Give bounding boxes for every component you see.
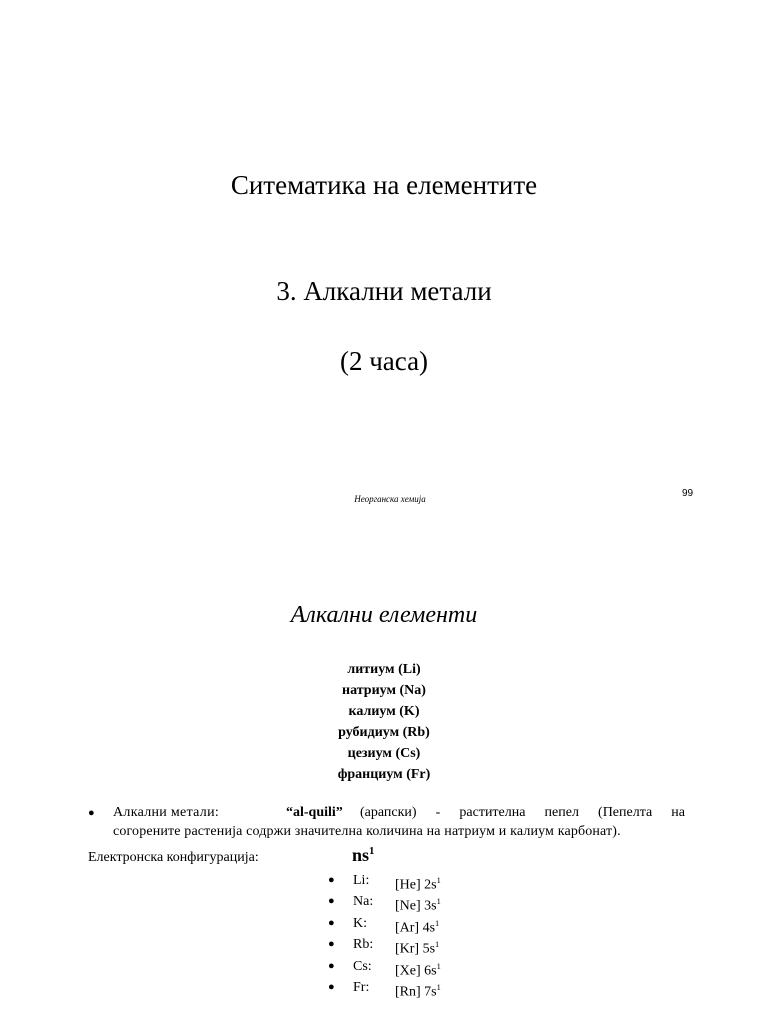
alkali-description-line2: согорените растенија содржи значителна количина на натриум и калиум карбонат). [113, 824, 621, 839]
bullet-icon: ● [328, 916, 335, 929]
config-general [352, 845, 374, 866]
config-row [328, 913, 528, 934]
bullet-icon: ● [328, 874, 335, 886]
config-symbol: Fr: [353, 979, 370, 995]
config-text: [Kr] 5s [395, 941, 436, 957]
bullet-icon: ● [88, 807, 95, 819]
config-text: [Rn] 7s [395, 984, 437, 1000]
config-row [328, 870, 528, 891]
element-list [0, 659, 768, 785]
config-text: [Ne] 3s [395, 899, 437, 915]
bullet-icon: ● [328, 959, 335, 972]
list-item: калиум (K) [348, 704, 420, 719]
config-text: [He] 2s [395, 877, 437, 893]
config-sup: 1 [436, 961, 441, 971]
config-symbol: Na: [353, 894, 374, 910]
bullet-icon: ● [328, 938, 335, 951]
section-title: Алкални елементи [290, 602, 478, 628]
config-value [395, 977, 441, 1003]
bullet-icon: ● [328, 895, 335, 908]
config-general-base: ns [352, 845, 370, 865]
config-row [328, 977, 528, 998]
list-item: литиум (Li) [347, 662, 421, 677]
config-row [328, 956, 528, 977]
config-sup: 1 [436, 982, 441, 992]
config-symbol: Rb: [353, 937, 374, 953]
page-number: 99 [682, 488, 694, 499]
config-sup: 1 [436, 897, 441, 907]
alkali-description-line1: (арапски) - растителна пепел (Пепелта на [360, 805, 685, 820]
chapter-duration: (2 часа) [339, 346, 429, 376]
list-item: цезиум (Cs) [347, 746, 421, 761]
bullet-icon: ● [328, 980, 335, 993]
config-symbol: K: [353, 915, 367, 931]
alkali-label: Алкални метали: [113, 805, 220, 820]
config-sup: 1 [435, 918, 440, 928]
chapter-title: 3. Алкални метали [276, 276, 492, 306]
page-title: Ситематика на елементите [230, 170, 538, 200]
config-label: Електронска конфигурација: [88, 850, 259, 865]
list-item: франциум (Fr) [337, 767, 431, 782]
config-list [328, 870, 528, 998]
list-item: рубидиум (Rb) [338, 725, 430, 740]
config-row [328, 934, 528, 955]
config-sup: 1 [436, 876, 441, 885]
footer-text: Неорганска хемија [354, 494, 426, 504]
config-row [328, 891, 528, 915]
list-item: натриум (Na) [342, 683, 426, 698]
config-text: [Ar] 4s [395, 920, 436, 936]
config-general-sup: 1 [369, 845, 375, 857]
config-sup: 1 [435, 940, 440, 950]
config-symbol: Cs: [353, 958, 372, 974]
config-text: [Xe] 6s [395, 963, 437, 979]
config-symbol: Li: [353, 873, 370, 888]
alkali-etymology: “al-quili” [286, 805, 343, 820]
